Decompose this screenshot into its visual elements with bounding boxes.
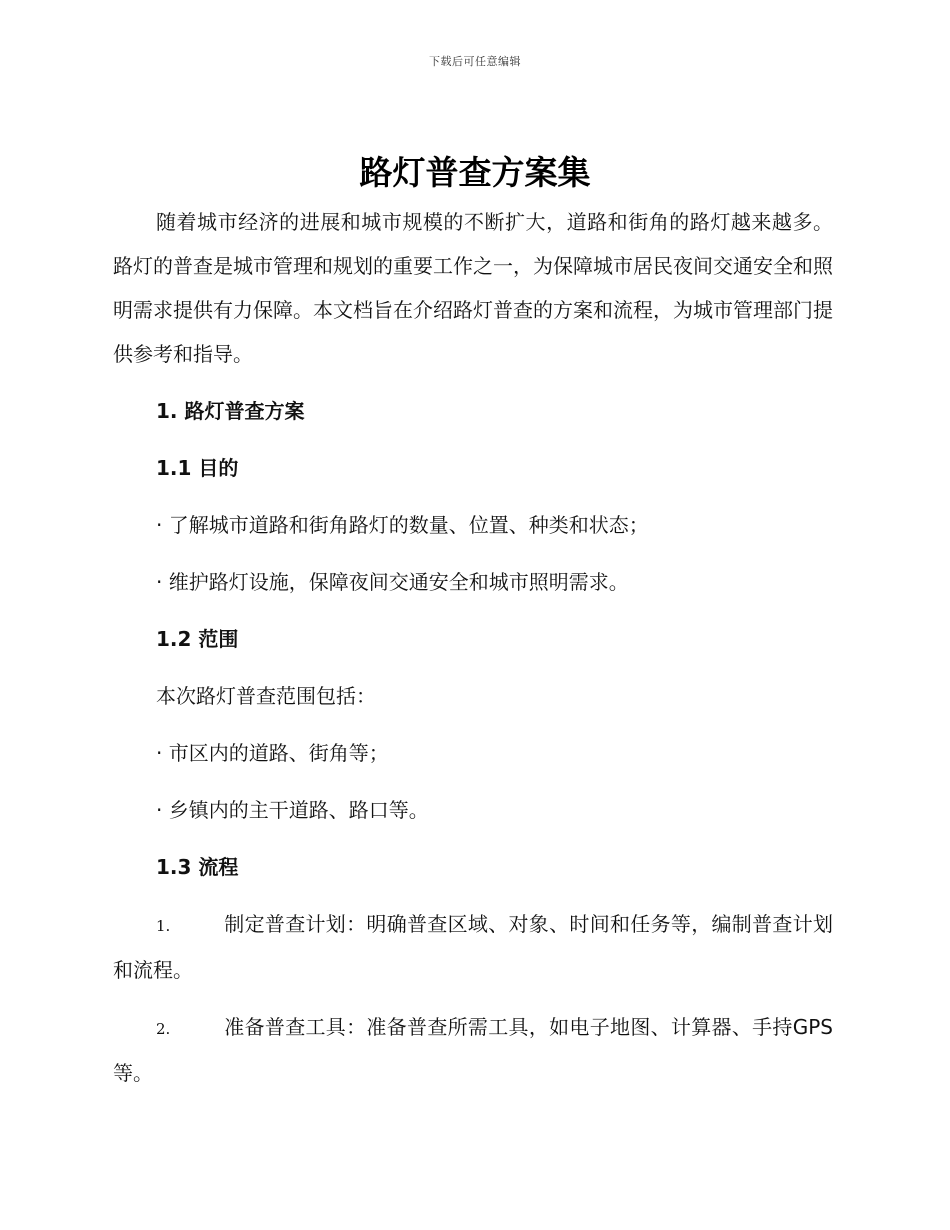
- list-item: · 市区内的道路、街角等；: [156, 741, 389, 765]
- process-step: [113, 1005, 833, 1095]
- section-heading-1-2: 1.2 范围: [156, 627, 239, 651]
- list-item: · 维护路灯设施，保障夜间交通安全和城市照明需求。: [156, 570, 629, 594]
- document-title: 路灯普查方案集: [359, 153, 591, 192]
- step-text: 准备普查工具：准备普查所需工具，如电子地图、计算器、手持GPS等。: [113, 1015, 833, 1085]
- header-note: 下载后可任意编辑: [429, 55, 521, 68]
- step-number: 2.: [156, 1020, 171, 1038]
- document-body: [113, 200, 833, 1095]
- step-number: 1.: [156, 917, 171, 935]
- process-step: [113, 902, 833, 992]
- section-heading-1: 1. 路灯普查方案: [156, 399, 305, 423]
- list-item: · 乡镇内的主干道路、路口等。: [156, 798, 429, 822]
- list-item: · 了解城市道路和街角路灯的数量、位置、种类和状态；: [156, 513, 649, 537]
- section-heading-1-1: 1.1 目的: [156, 456, 239, 480]
- step-text: 制定普查计划：明确普查区域、对象、时间和任务等，编制普查计划和流程。: [113, 912, 833, 982]
- section-heading-1-3: 1.3 流程: [156, 855, 239, 879]
- scope-intro: 本次路灯普查范围包括：: [156, 684, 376, 708]
- intro-paragraph: 随着城市经济的进展和城市规模的不断扩大，道路和街角的路灯越来越多。路灯的普查是城市管理和规划的重要工作之一，为保障城市居民夜间交通安全和照明需求提供有力保障。本文档旨在介绍路灯普查的方案和流程，为城市管理部门提供参考和指导。: [113, 210, 833, 366]
